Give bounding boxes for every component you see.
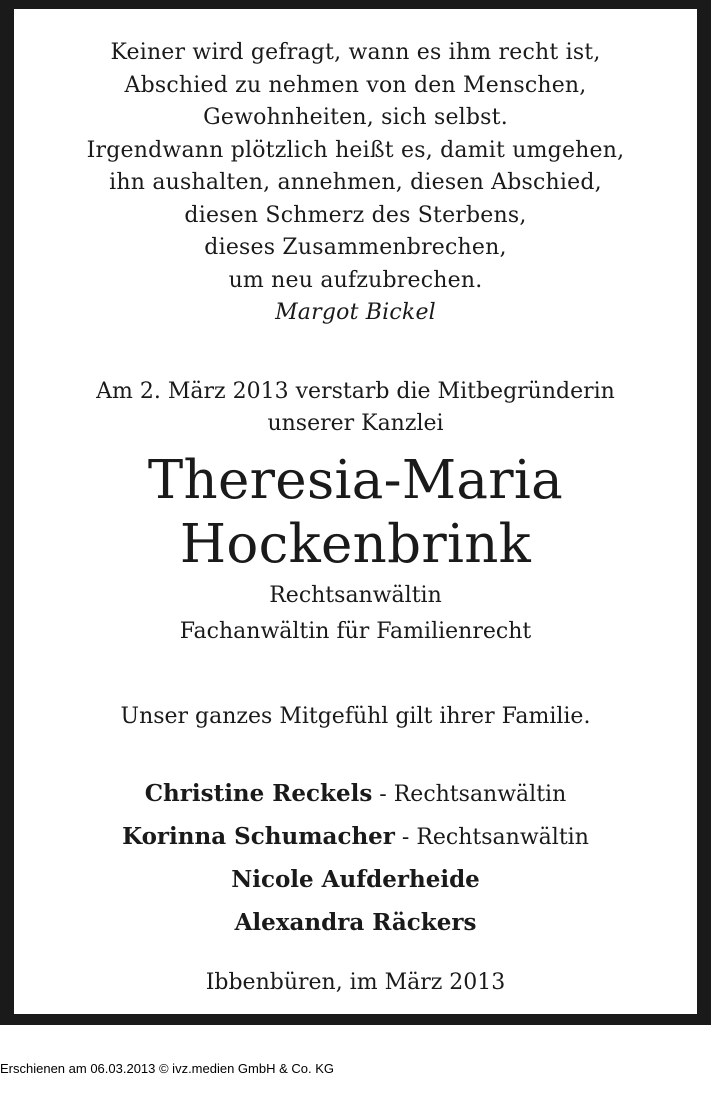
deceased-first-name: Theresia-Maria (147, 450, 564, 511)
death-announcement (14, 376, 697, 440)
poem-line: Gewohnheiten, sich selbst. (203, 105, 508, 130)
poem-line: ihn aushalten, annehmen, diesen Abschied, (109, 170, 602, 195)
deceased-titles (14, 578, 697, 650)
poem-line: dieses Zusammenbrechen, (204, 235, 507, 260)
announcement-line: unserer Kanzlei (267, 411, 444, 436)
signatory-name: Korinna Schumacher (122, 823, 395, 850)
deceased-last-name: Hockenbrink (179, 514, 532, 575)
poem-line: Keiner wird gefragt, wann es ihm recht ist, (110, 40, 601, 65)
poem-line: diesen Schmerz des Sterbens, (184, 202, 527, 228)
announcement-line: Am 2. März 2013 verstarb die Mitbegründerin (96, 379, 615, 404)
signatories-list (14, 773, 697, 945)
profession-title: Rechtsanwältin (269, 583, 442, 608)
signatory-role: - Rechtsanwältin (372, 782, 567, 807)
poem-line: um neu aufzubrechen. (228, 267, 483, 293)
publication-footer: Erschienen am 06.03.2013 © ivz.medien GmbH & Co. KG (0, 1061, 335, 1076)
poem (14, 37, 697, 330)
poem-line: Irgendwann plötzlich heißt es, damit umgehen, (86, 137, 625, 163)
signatory (14, 902, 697, 945)
deceased-name (14, 449, 697, 577)
signatory-role: - Rechtsanwältin (394, 825, 589, 850)
place-and-date: Ibbenbüren, im März 2013 (205, 970, 506, 995)
specialization-title: Fachanwältin für Familienrecht (179, 619, 532, 644)
signatory (14, 816, 697, 859)
signatory-name: Alexandra Räckers (234, 909, 477, 936)
condolence-message: Unser ganzes Mitgefühl gilt ihrer Familie. (120, 704, 591, 729)
signatory-name: Nicole Aufderheide (231, 866, 480, 893)
signatory-name: Christine Reckels (144, 780, 373, 807)
poem-line: Abschied zu nehmen von den Menschen, (124, 72, 587, 98)
signatory (14, 859, 697, 902)
signatory (14, 773, 697, 816)
poem-author: Margot Bickel (275, 300, 436, 325)
